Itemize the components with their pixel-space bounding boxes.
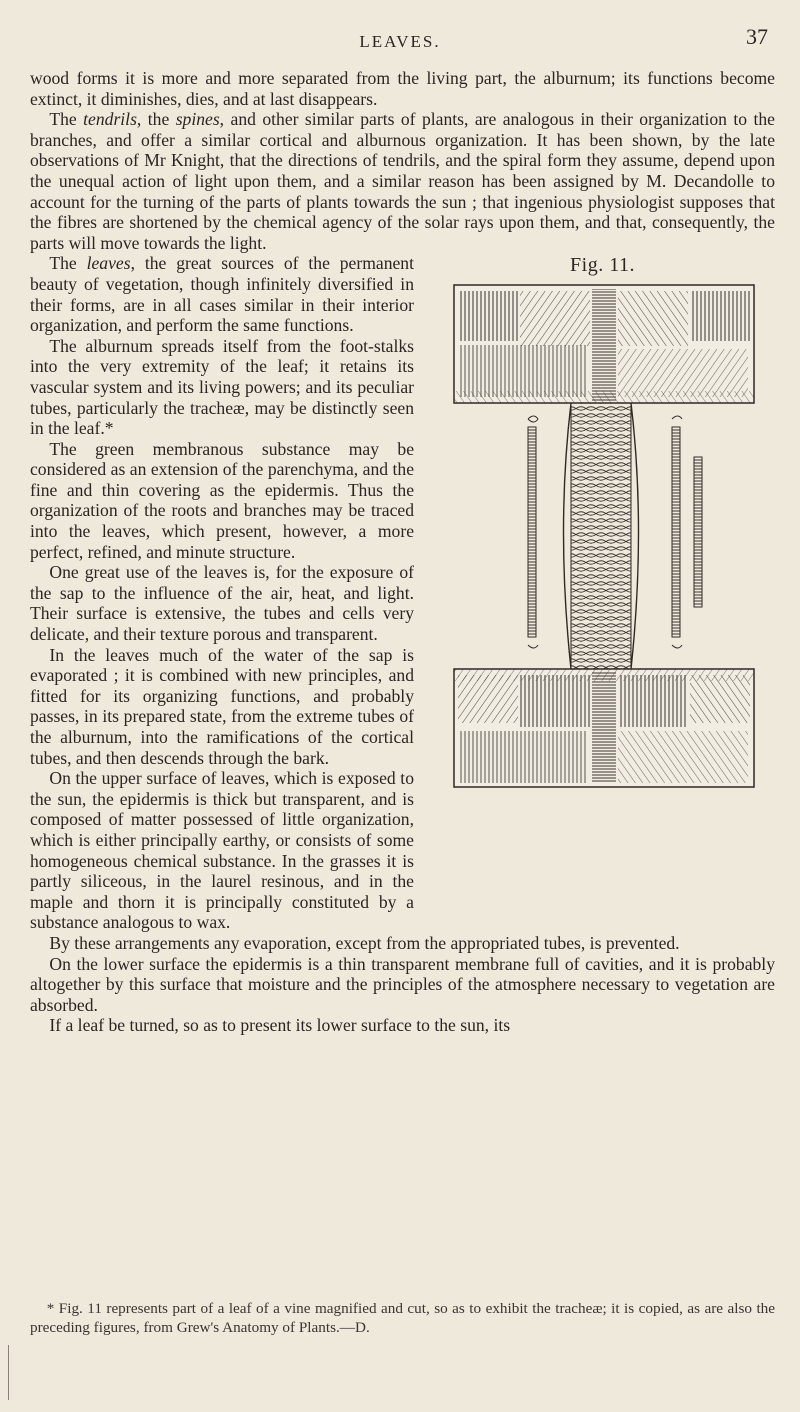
paragraph: On the lower surface the epidermis is a thin transparent membrane full of cavities, and it is probably altogether by this surface that moisture and the principles of the atmosphere necessary to vegetation are absorbed. xyxy=(30,953,775,1015)
page-number: 37 xyxy=(746,24,768,49)
paragraph: The green membranous substance may be considered as an extension of the parenchyma, and the fine and thin covering as the epidermis. Thus the organization of the roots and branches may be traced into the leaves, which present, however, a more perfect, refined, and minute structure. xyxy=(30,438,414,562)
term-spines: spines xyxy=(175,109,220,130)
paragraph: One great use of the leaves is, for the exposure of the sap to the influence of the air, heat, and light. Their surface is extensive, the tubes and cells very delicate, and their texture porous and transparent. xyxy=(30,562,414,645)
footnote-text: * Fig. 11 represents part of a leaf of a vine magnified and cut, so as to exhibit the tracheæ; it is copied, as are also the preceding figures, from Grew's Anatomy of Plants.—D. xyxy=(30,1300,775,1336)
figure-11 xyxy=(430,253,775,898)
page-header xyxy=(0,22,800,62)
stem-tracheae xyxy=(528,403,702,669)
term-tendrils: tendrils xyxy=(83,109,137,130)
margin-rule xyxy=(8,1345,9,1400)
main-text xyxy=(30,68,775,1036)
paragraph: By these arrangements any evaporation, except from the appropriated tubes, is prevented. xyxy=(49,932,680,953)
paragraph: The tendrils, the spines, and other similar parts of plants, are analogous in their organization to the branches, and offer a similar cortical and alburnous organization. It has been shown, by the late observations of Mr Knight, that the directions of tendrils, and the spiral form they assume, depend upon the unequal action of light upon them, and a similar reason has been assigned by M. Decandolle to account for the turning of the parts of plants towards the sun ; that ingenious physiologist supposes that the fibres are shortened by the chemical agency of the solar rays upon them, and that, consequently, the parts will move towards the light. xyxy=(30,109,775,253)
paragraph: The leaves, the great sources of the permanent beauty of vegetation, though infinitely diversified in their forms, are in all cases similar in their interior organization, and perform the same functions. xyxy=(30,253,414,336)
paragraph: wood forms it is more and more separated from the living part, the alburnum; its functions become extinct, it diminishes, dies, and at last disappears. xyxy=(30,68,775,109)
paragraph: In the leaves much of the water of the sap is evaporated ; it is combined with new principles, and fitted for its organizing functions, and probably passes, in its prepared state, from the extreme tubes of the alburnum, into the ramifications of the cortical tubes, and then descends through the bark. xyxy=(30,644,414,768)
lower-tissue-block xyxy=(454,669,754,787)
paragraph: If a leaf be turned, so as to present its lower surface to the sun, its xyxy=(49,1015,511,1036)
running-head: LEAVES. xyxy=(359,32,441,51)
paragraph: The alburnum spreads itself from the foot-stalks into the very extremity of the leaf; it retains its vascular system and its living powers; and its peculiar tubes, particularly the tracheæ, may be distinctly seen in the leaf.* xyxy=(30,335,414,439)
term-leaves: leaves xyxy=(86,253,131,274)
leaf-section-illustration xyxy=(436,279,766,879)
figure-label: Fig. 11. xyxy=(570,254,635,277)
footnote xyxy=(30,1300,775,1337)
paragraph: On the upper surface of leaves, which is exposed to the sun, the epidermis is thick but transparent, and is composed of matter possessed of little organization, which is either principally earthy, or consists of some homogeneous chemical substance. In the grasses it is partly siliceous, in the laurel resinous, and in the maple and thorn it is principally constituted by a substance analogous to wax. xyxy=(30,768,414,933)
upper-tissue-block xyxy=(454,285,754,403)
